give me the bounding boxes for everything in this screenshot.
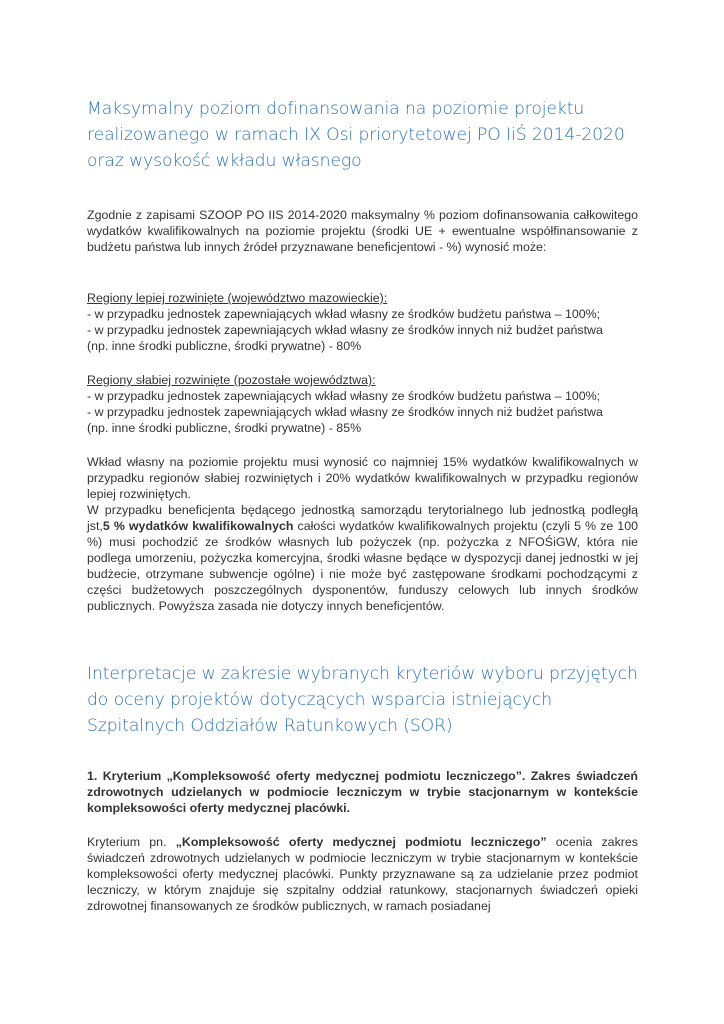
regions-less-title: Regiony słabiej rozwinięte (pozostałe województwa): [87,373,376,387]
criterion-1-paragraph [87,834,638,914]
criterion-1-text-1: Kryterium pn. [87,835,176,849]
regions-less-line-3: (np. inne środki publiczne, środki prywatne) - 85% [87,421,362,435]
section-heading-cofinancing: Maksymalny poziom dofinansowania na poziomie projektu realizowanego w ramach IX Osi priorytetowej PO IiŚ 2014-2020 oraz wysokość wkładu własnego [87,99,625,171]
intro-paragraph: Zgodnie z zapisami SZOOP PO IIS 2014-2020 maksymalny % poziom dofinansowania całkowitego wydatków kwalifikowalnych na poziomie projektu (środki UE + ewentualne współfinansowanie z budżetu państwa lub innych źródeł przyznawane beneficjentowi - %) wynosić może: [87,208,638,254]
regions-developed-line-3: (np. inne środki publiczne, środki prywatne) - 80% [87,339,362,353]
regions-developed-line-2: - w przypadku jednostek zapewniających wkład własny ze środków innych niż budżet państwa [87,323,603,337]
regions-less-block [87,372,638,436]
jst-paragraph [87,502,638,614]
regions-developed-line-1: - w przypadku jednostek zapewniających wkład własny ze środków budżetu państwa – 100%; [87,307,601,321]
own-contribution-paragraph: Wkład własny na poziomie projektu musi wynosić co najmniej 15% wydatków kwalifikowalnych w przypadku regionów słabiej rozwiniętych i 20% wydatków kwalifikowalnych w przypadku regionów lepiej rozwiniętych. [87,455,638,501]
jst-text-1: W przypadku beneficjenta będącego jednostką samorządu terytorialnego lub jednostką podległą jst, [87,503,638,533]
criterion-1-text-2: ocenia zakres świadczeń zdrowotnych udzielanych w podmiocie leczniczym w trybie stacjonarnym w kontekście kompleksowości oferty medycznej placówki. Punkty przyznawane są za udzielanie przez podmiot leczniczy, w którym znajduje się szpitalny oddział ratunkowy, stacjonarnych świadczeń opieki zdrowotnej finansowanych ze środków publicznych, w ramach posiadanej [87,835,638,913]
jst-text-2: całości wydatków kwalifikowalnych projektu (czyli 5 % ze 100 %) musi pochodzić ze środków własnych lub pożyczek (np. pożyczka z NFOŚiGW, która nie podlega umorzeniu, pożyczka komercyjna, środki własne będące w dyspozycji danej jednostki w jej budżecie, otrzymane subwencje ogólne) i nie może być zastępowane środkami pochodzącymi z części budżetowych poszczególnych dysponentów, funduszy celowych lub innych środków publicznych. Powyższa zasada nie dotyczy innych beneficjentów. [87,519,638,613]
regions-less-line-1: - w przypadku jednostek zapewniających wkład własny ze środków budżetu państwa – 100%; [87,389,601,403]
criterion-1-bold-text: „Kompleksowość oferty medycznej podmiotu leczniczego” [175,835,547,849]
jst-bold-text: 5 % wydatków kwalifikowalnych [102,519,294,533]
regions-developed-title: Regiony lepiej rozwinięte (województwo mazowieckie): [87,291,388,305]
criterion-1-heading: 1. Kryterium „Kompleksowość oferty medycznej podmiotu leczniczego”. Zakres świadczeń zdrowotnych udzielanych w podmiocie leczniczym w trybie stacjonarnym w kontekście kompleksowości oferty medycznej placówki. [87,769,638,815]
regions-developed-block [87,290,638,354]
regions-less-line-2: - w przypadku jednostek zapewniających wkład własny ze środków innych niż budżet państwa [87,405,603,419]
section-heading-interpretations: Interpretacje w zakresie wybranych kryteriów wyboru przyjętych do oceny projektów dotyczących wsparcia istniejących Szpitalnych Oddziałów Ratunkowych (SOR) [87,664,638,736]
